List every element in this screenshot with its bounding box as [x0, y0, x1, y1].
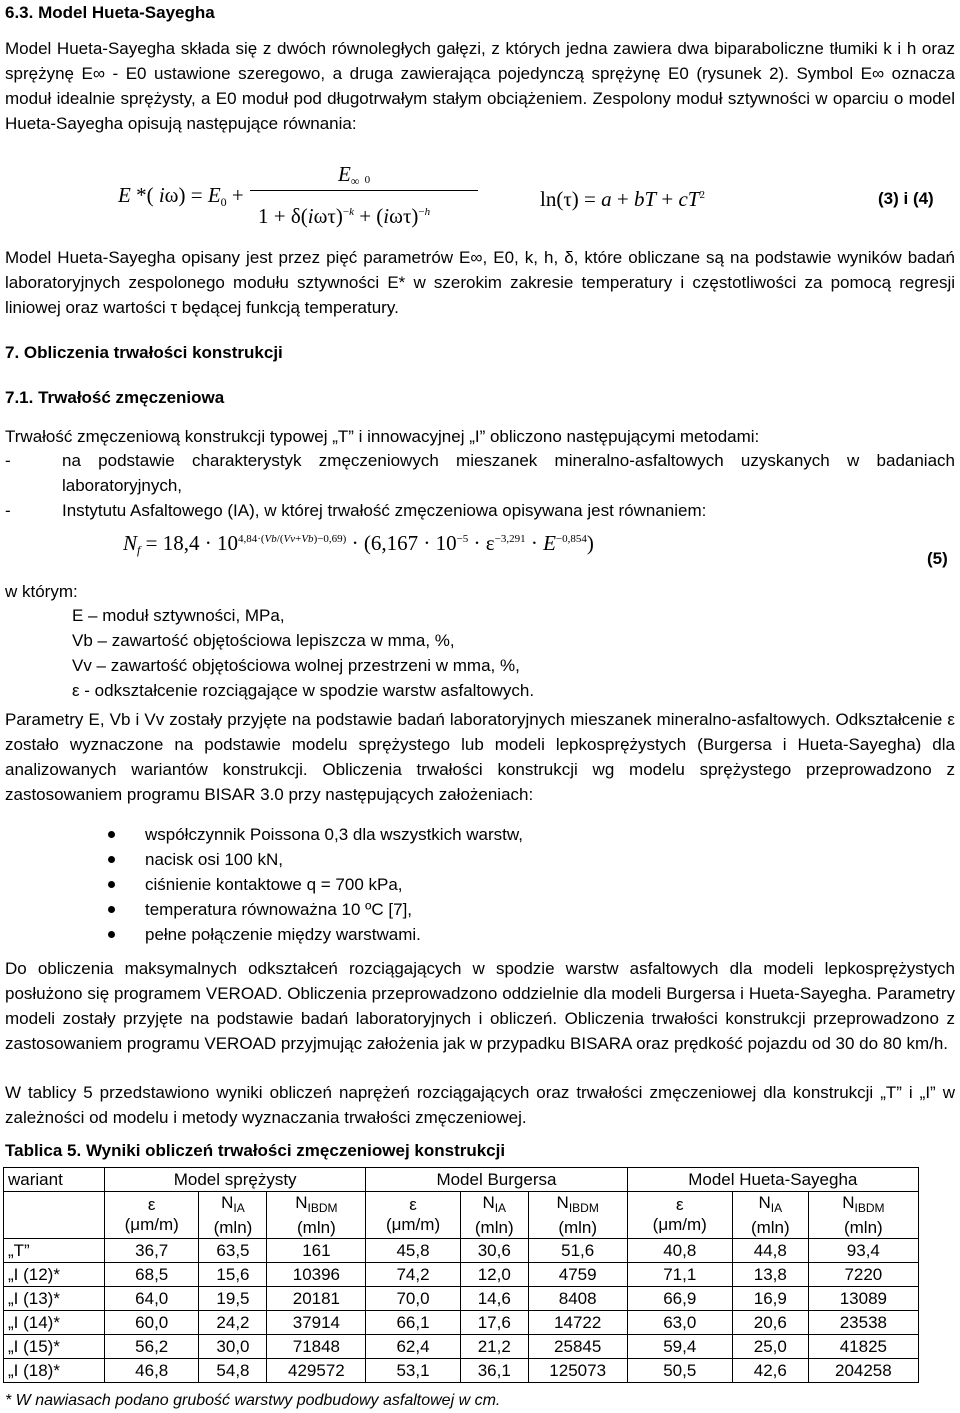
row-label: „I (15)*	[4, 1335, 105, 1359]
list-item: - na podstawie charakterystyk zmęczeniowych mieszanek mineralno-asfaltowych uzyskanych w badaniach laboratoryjnych,	[5, 451, 955, 495]
table-cell: 54,8	[199, 1359, 267, 1383]
table-cell: 59,4	[627, 1335, 732, 1359]
table-cell: 36,1	[460, 1359, 528, 1383]
definition-item: Vb – zawartość objętościowa lepiszcza w mma, %,	[72, 631, 455, 650]
equation-5: $N_f = 18,4 \cdot 10^{4,84\cdot(Vb/(Vv+Vb)-0,69)} \cdot (6,167 \cdot 10^{-5} \cdot \varepsilon^{-3,291} \cdot E^{-0,854})$	[123, 531, 594, 557]
table-cell: 60,0	[105, 1311, 199, 1335]
table-cell: 45,8	[366, 1239, 460, 1263]
table-cell: 68,5	[105, 1263, 199, 1287]
table-cell: 40,8	[627, 1239, 732, 1263]
table-cell: 62,4	[366, 1335, 460, 1359]
table-cell: 21,2	[460, 1335, 528, 1359]
table-cell: 12,0	[460, 1263, 528, 1287]
table-cell: 41825	[808, 1335, 918, 1359]
table-cell: 10396	[267, 1263, 366, 1287]
table-header-row	[4, 1168, 919, 1192]
row-label: „I (13)*	[4, 1287, 105, 1311]
results-table	[3, 1167, 919, 1383]
table-row	[4, 1359, 919, 1383]
methods-list	[5, 448, 955, 523]
column-header: $N_{IA}$ (mln)	[732, 1192, 808, 1239]
table-cell: 93,4	[808, 1239, 918, 1263]
table-cell: 66,9	[627, 1287, 732, 1311]
definition-item: E – moduł sztywności, MPa,	[72, 606, 285, 625]
where-label: w którym:	[5, 582, 78, 601]
definitions-list	[72, 603, 534, 703]
table-row	[4, 1335, 919, 1359]
table-cell: 15,6	[199, 1263, 267, 1287]
section-heading-7: 7. Obliczenia trwałości konstrukcji	[5, 343, 283, 362]
definition-item: Vv – zawartość objętościowa wolnej przestrzeni w mma, %,	[72, 656, 520, 675]
table-row	[4, 1239, 919, 1263]
table-cell: 53,1	[366, 1359, 460, 1383]
paragraph-model-parameters: Model Hueta-Sayegha opisany jest przez pięć parametrów E∞, E0, k, h, δ, które obliczane są na podstawie wyników badań laboratoryjnych zespolonego modułu sztywności E* w szerokim zakresie temperatury i częstotliwości za pomocą regresji liniowej oraz wartości τ będącej funkcją temperatury.	[5, 248, 955, 317]
paragraph-methods-intro: Trwałość zmęczeniową konstrukcji typowej „T” i innowacyjnej „I” obliczono następującymi metodami:	[5, 427, 760, 446]
table-cell: 204258	[808, 1359, 918, 1383]
equation-number-5: (5)	[927, 549, 948, 568]
table-cell: 14,6	[460, 1287, 528, 1311]
table-cell: 64,0	[105, 1287, 199, 1311]
group-header: Model Burgersa	[366, 1168, 627, 1192]
table-cell: 13089	[808, 1287, 918, 1311]
row-label: „I (14)*	[4, 1311, 105, 1335]
paragraph-veroad: Do obliczenia maksymalnych odkształceń rozciągających w spodzie warstw asfaltowych dla modeli lepkosprężystych posłużono się programem VEROAD. Obliczenia przeprowadzono oddzielnie dla modeli Burgersa i Hueta-Sayegha. Parametry modeli zostały przyjęte na podstawie badań laboratoryjnych i obliczeń. Obliczenia trwałości konstrukcji przeprowadzono z zastosowaniem programu VEROAD przyjmując założenia jak w przypadku BISARA oraz prędkość pojazdu od 30 do 80 km/h.	[5, 959, 955, 1053]
table-cell: 24,2	[199, 1311, 267, 1335]
column-header: $N_{IA}$ (mln)	[199, 1192, 267, 1239]
section-heading-7-1: 7.1. Trwałość zmęczeniowa	[5, 388, 225, 407]
definition-item: ε - odkształcenie rozciągające w spodzie warstw asfaltowych.	[72, 681, 535, 700]
group-header: Model sprężysty	[105, 1168, 366, 1192]
table-cell: 20,6	[732, 1311, 808, 1335]
table-cell: 37914	[267, 1311, 366, 1335]
table-cell: 74,2	[366, 1263, 460, 1287]
equation-number-3-4: (3) i (4)	[878, 189, 934, 208]
table-cell: 36,7	[105, 1239, 199, 1263]
table-cell: 14722	[528, 1311, 627, 1335]
table-cell: 7220	[808, 1263, 918, 1287]
table-cell: 50,5	[627, 1359, 732, 1383]
list-item: współczynnik Poissona 0,3 dla wszystkich warstw,	[100, 822, 523, 847]
table-cell: 429572	[267, 1359, 366, 1383]
paragraph-model-description: Model Hueta-Sayegha składa się z dwóch równoległych gałęzi, z których jedna zawiera dwa biparaboliczne tłumiki k i h oraz sprężynę E∞ - E0 ustawione szeregowo, a druga zawierająca pojedynczą sprężynę E0 (rysunek 2). Symbol E∞ oznacza moduł idealnie sprężysty, a E0 moduł pod długotrwałym stałym obciążeniem. Zespolony moduł sztywności w oparciu o model Hueta-Sayegha opisują następujące równania:	[5, 39, 955, 133]
table-cell: 42,6	[732, 1359, 808, 1383]
list-item: nacisk osi 100 kN,	[100, 847, 523, 872]
list-item: temperatura równoważna 10 ºC [7],	[100, 897, 523, 922]
row-label: „T”	[4, 1239, 105, 1263]
table-cell: 17,6	[460, 1311, 528, 1335]
table-subheader-row	[4, 1192, 919, 1239]
table-cell: 71848	[267, 1335, 366, 1359]
table-cell: 25845	[528, 1335, 627, 1359]
list-item: pełne połączenie między warstwami.	[100, 922, 523, 947]
table-cell: 20181	[267, 1287, 366, 1311]
column-header: ε (μm/m)	[105, 1192, 199, 1239]
row-label: „I (18)*	[4, 1359, 105, 1383]
table-row	[4, 1287, 919, 1311]
column-header: $N_{IBDM}$ (mln)	[528, 1192, 627, 1239]
table-cell: 8408	[528, 1287, 627, 1311]
table-corner: wariant	[4, 1168, 105, 1192]
table-cell: 51,6	[528, 1239, 627, 1263]
table-cell: 30,0	[199, 1335, 267, 1359]
list-item: ciśnienie kontaktowe q = 700 kPa,	[100, 872, 523, 897]
table-cell: 23538	[808, 1311, 918, 1335]
table-cell: 66,1	[366, 1311, 460, 1335]
table-cell: 71,1	[627, 1263, 732, 1287]
table-cell: 125073	[528, 1359, 627, 1383]
column-header: ε (μm/m)	[366, 1192, 460, 1239]
table-cell: 56,2	[105, 1335, 199, 1359]
table-cell: 63,5	[199, 1239, 267, 1263]
paragraph-parameters-assumptions: Parametry E, Vb i Vv zostały przyjęte na podstawie badań laboratoryjnych mieszanek mineralno-asfaltowych. Odkształcenie ε zostało wyznaczone na podstawie modelu sprężystego lub modeli lepkosprężystych (Burgersa i Hueta-Sayegha) dla analizowanych wariantów konstrukcji. Obliczenia trwałości konstrukcji wg modelu sprężystego przeprowadzono z zastosowaniem programu BISAR 3.0 przy następujących założeniach:	[5, 710, 955, 804]
column-header: $N_{IBDM}$ (mln)	[267, 1192, 366, 1239]
assumptions-list	[100, 822, 523, 947]
group-header: Model Hueta-Sayegha	[627, 1168, 918, 1192]
table-cell: 4759	[528, 1263, 627, 1287]
column-header: ε (μm/m)	[627, 1192, 732, 1239]
table-cell: 13,8	[732, 1263, 808, 1287]
table-cell: 70,0	[366, 1287, 460, 1311]
column-header: $N_{IBDM}$ (mln)	[808, 1192, 918, 1239]
table-cell: 30,6	[460, 1239, 528, 1263]
table-cell: 44,8	[732, 1239, 808, 1263]
list-item: - Instytutu Asfaltowego (IA), w której trwałość zmęczeniowa opisywana jest równaniem:	[5, 501, 707, 520]
equation-4: ln(τ) = a + bT + $cT^2$	[540, 187, 705, 211]
row-label: „I (12)*	[4, 1263, 105, 1287]
table-row	[4, 1311, 919, 1335]
table-cell: 16,9	[732, 1287, 808, 1311]
section-heading-6-3: 6.3. Model Hueta-Sayegha	[5, 3, 215, 22]
table-footnote: * W nawiasach podano grubość warstwy podbudowy asfaltowej w cm.	[5, 1392, 501, 1409]
table-cell: 19,5	[199, 1287, 267, 1311]
table-cell: 63,0	[627, 1311, 732, 1335]
table-title: Tablica 5. Wyniki obliczeń trwałości zmęczeniowej konstrukcji	[5, 1141, 506, 1160]
table-cell: 161	[267, 1239, 366, 1263]
table-row	[4, 1263, 919, 1287]
table-cell: 25,0	[732, 1335, 808, 1359]
paragraph-table-intro: W tablicy 5 przedstawiono wyniki obliczeń naprężeń rozciągających oraz trwałości zmęczeniowej dla konstrukcji „T” i „I” w zależności od modelu i metody wyznaczania trwałości zmęczeniowej.	[5, 1083, 955, 1127]
column-header: $N_{IA}$ (mln)	[460, 1192, 528, 1239]
table-cell: 46,8	[105, 1359, 199, 1383]
